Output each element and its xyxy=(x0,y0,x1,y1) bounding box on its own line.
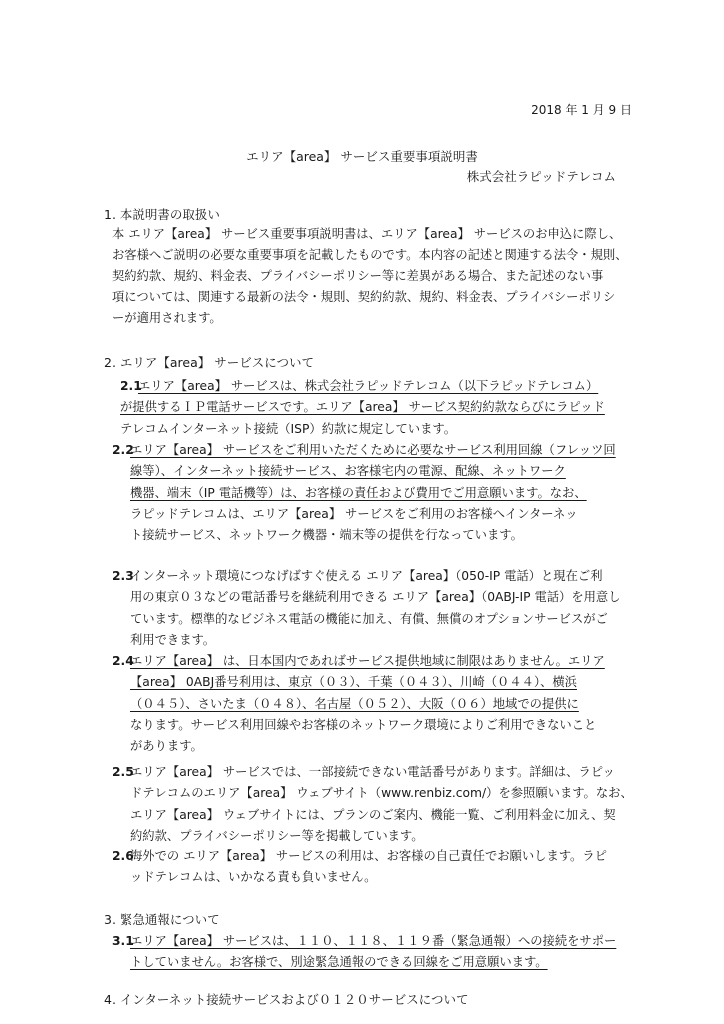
list-item xyxy=(112,566,632,651)
item-line: エリア【area】 サービスでは、一部接続できない電話番号があります。詳細は、ラピッ xyxy=(130,765,615,779)
item-number: 2.5 xyxy=(112,765,134,779)
item-line: （０４５）、さいたま（０４８）、名古屋（０５２）、大阪（０６）地域での提供に xyxy=(130,696,579,711)
item-number: 2.6 xyxy=(112,849,134,863)
item-line: 用の東京０３などの電話番号を継続利用できる エリア【area】（0ABJ-IP 電話）を用意し xyxy=(130,590,621,605)
item-line: エリア【area】 は、日本国内であればサービス提供地域に制限はありません。エリア xyxy=(130,654,605,668)
item-line: 海外での エリア【area】 サービスの利用は、お客様の自己責任でお願いします。ラピ xyxy=(130,849,607,863)
paragraph-line: お客様へご説明の必要な重要事項を記載したものです。本内容の記述と関連する法令・規則、 xyxy=(112,248,628,262)
item-line: なります。サービス利用回線やお客様のネットワーク環境によりご利用できないこと xyxy=(130,717,597,732)
list-item xyxy=(112,931,632,974)
paragraph-line: ーが適用されます。 xyxy=(112,311,222,325)
item-line: テレコムインターネット接続（ISP）約款に規定しています。 xyxy=(120,421,456,436)
company-name: 株式会社ラピッドテレコム xyxy=(466,169,616,184)
item-number: 2.2 xyxy=(112,443,134,457)
section-heading: 2. エリア【area】 サービスについて xyxy=(104,355,314,370)
item-line: 機器、端末（IP 電話機等）は、お客様の責任および費用でご用意願います。なお、 xyxy=(130,485,587,500)
item-line: 約約款、プライバシーポリシー等を掲載しています。 xyxy=(130,828,424,843)
section-heading: 1. 本説明書の取扱い xyxy=(104,207,220,222)
item-line: 線等）、インターネット接続サービス、お客様宅内の電源、配線、ネットワーク xyxy=(130,464,566,479)
list-item xyxy=(120,376,640,440)
section-paragraph xyxy=(112,224,632,329)
item-number: 2.3 xyxy=(112,569,134,583)
item-line: ラピッドテレコムは、エリア【area】 サービスをご利用のお客様へインターネッ xyxy=(130,506,578,521)
item-line: インターネット環境につなげばすぐ使える エリア【area】（050-IP 電話）と現在ご利 xyxy=(130,569,603,583)
item-number: 3.1 xyxy=(112,934,134,948)
item-line: ッドテレコムは、いかなる責も負いません。 xyxy=(130,870,377,885)
paragraph-line: 本 エリア【area】 サービス重要事項説明書は、エリア【area】 サービスのお申込に際し、 xyxy=(112,227,622,241)
item-number: 2.4 xyxy=(112,654,134,668)
item-number: 2.1 xyxy=(120,379,142,393)
section-heading: 4. インターネット接続サービスおよび０１２０サービスについて xyxy=(104,992,469,1007)
item-line: ト接続サービス、ネットワーク機器・端末等の提供を行なっています。 xyxy=(130,528,523,543)
item-line: エリア【area】 サービスは、株式会社ラピッドテレコム（以下ラピッドテレコム） xyxy=(138,379,599,393)
list-item xyxy=(112,846,632,889)
paragraph-line: 契約約款、規約、料金表、プライバシーポリシー等に差異がある場合、また記述のない事 xyxy=(112,269,604,283)
list-item xyxy=(112,440,632,546)
document-title: エリア【area】 サービス重要事項説明書 xyxy=(246,149,478,164)
item-line: が提供するＩＰ電話サービスです。エリア【area】 サービス契約約款ならびにラピッド xyxy=(120,400,605,415)
document-date: 2018 年 1 月 9 日 xyxy=(531,103,632,117)
item-line: ています。標準的なビジネス電話の機能に加え、有償、無償のオプションサービスがご xyxy=(130,611,608,626)
item-line: ドテレコムのエリア【area】 ウェブサイト（www.renbiz.com/）を参照願います。なお、 xyxy=(130,786,633,801)
list-item xyxy=(112,762,632,847)
list-item xyxy=(112,651,632,757)
item-line: エリア【area】 サービスは、１１０、１１８、１１９番（緊急通報）への接続をサポー xyxy=(130,934,617,948)
paragraph-line: 項については、関連する最新の法令・規則、契約約款、規約、料金表、プライバシーポリシ xyxy=(112,290,616,304)
item-line: エリア【area】 サービスをご利用いただくために必要なサービス利用回線（フレッツ回 xyxy=(130,443,616,457)
item-line: 利用できます。 xyxy=(130,632,216,647)
item-line: トしていません。お客様で、別途緊急通報のできる回線をご用意願います。 xyxy=(130,955,548,970)
item-line: 【area】 0ABJ番号利用は、東京（０３）、千葉（０４３）、川崎（０４４）、横浜 xyxy=(130,675,577,690)
item-line: エリア【area】 ウェブサイトには、プランのご案内、機能一覧、ご利用料金に加え、契 xyxy=(130,807,616,822)
section-heading: 3. 緊急通報について xyxy=(104,912,220,927)
item-line: があります。 xyxy=(130,739,203,754)
